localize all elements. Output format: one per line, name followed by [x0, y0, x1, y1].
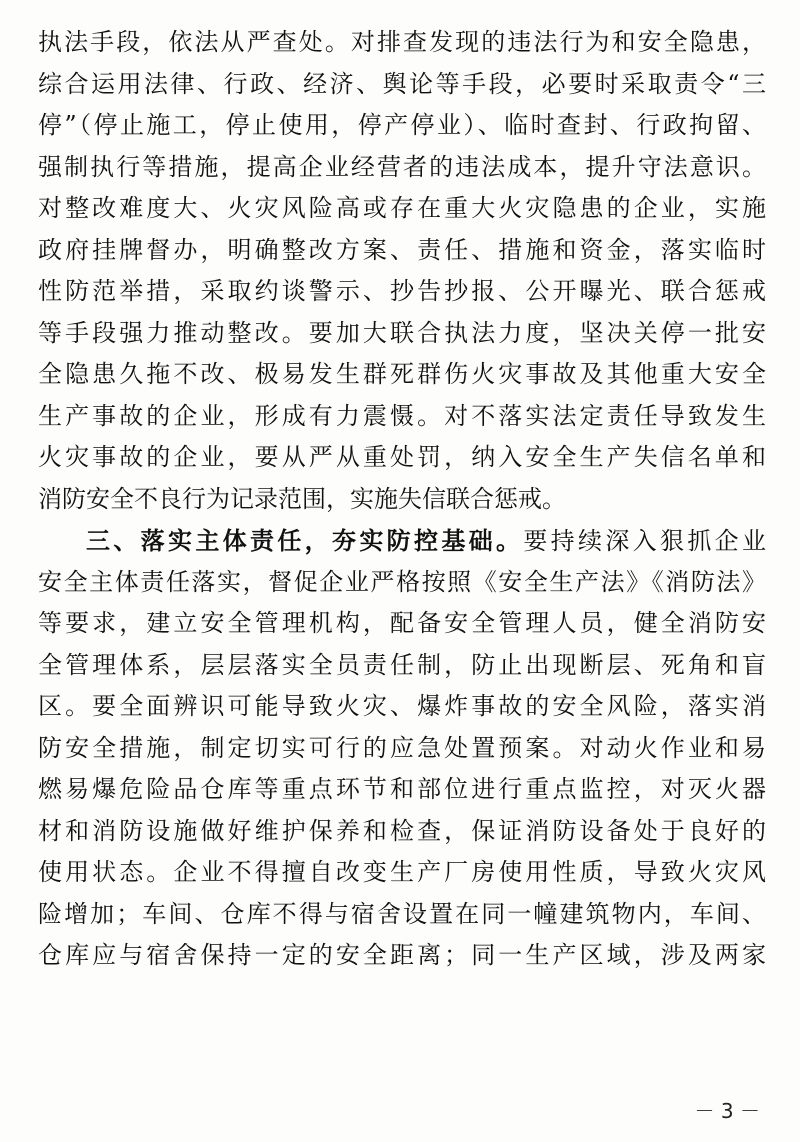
section-3-heading: 三、落实主体责任，夯实防控基础。	[86, 526, 524, 555]
text-line: 政府挂牌督办，明确整改方案、责任、措施和资金，落实临时	[38, 235, 766, 264]
text-line: 综合运用法律、行政、经济、舆论等手段，必要时采取责令“三	[38, 69, 766, 98]
text-line: 燃易爆危险品仓库等重点环节和部位进行重点监控，对灭火器	[38, 775, 766, 803]
text-line: 消防安全不良行为记录范围，实施失信联合惩戒。	[38, 484, 566, 513]
text-line: 区。要全面辨识可能导致火灾、爆炸事故的安全风险，落实消	[38, 692, 766, 720]
text-line: 等要求，建立安全管理机构，配备安全管理人员，健全消防安	[38, 609, 766, 637]
text-line: 材和消防设施做好维护保养和检查，保证消防设备处于良好的	[38, 816, 766, 845]
text-line: 强制执行等措施，提高企业经营者的违法成本，提升守法意识。	[38, 152, 766, 181]
section-3-first-line	[38, 520, 766, 562]
text-line: 停”（停止施工，停止使用，停产停业）、临时查封、行政拘留、	[38, 111, 766, 139]
body-text	[38, 22, 766, 977]
text-line: 火灾事故的企业，要从严从重处罚，纳入安全生产失信名单和	[38, 443, 766, 471]
text-line: 执法手段，依法从严查处。对排查发现的违法行为和安全隐患，	[38, 28, 766, 56]
text-line: 仓库应与宿舍保持一定的安全距离；同一生产区域，涉及两家	[38, 941, 766, 969]
text-line: 全隐患久拖不改、极易发生群死群伤火灾事故及其他重大安全	[38, 360, 766, 388]
text-line: 等手段强力推动整改。要加大联合执法力度，坚决关停一批安	[38, 318, 766, 347]
text-line: 对整改难度大、火灾风险高或存在重大火灾隐患的企业，实施	[38, 194, 766, 222]
text-line: 性防范举措，采取约谈警示、抄告抄报、公开曝光、联合惩戒	[38, 277, 766, 305]
text-line: 全管理体系，层层落实全员责任制，防止出现断层、死角和盲	[38, 650, 766, 679]
text-line: 防安全措施，制定切实可行的应急处置预案。对动火作业和易	[38, 733, 766, 762]
text-line: 安全主体责任落实，督促企业严格按照《安全生产法》《消防法》	[38, 567, 766, 596]
page-number: － 3 －	[694, 1099, 760, 1123]
section-3-first-line-text: 要持续深入狠抓企业	[523, 527, 767, 555]
text-line: 险增加；车间、仓库不得与宿舍设置在同一幢建筑物内，车间、	[38, 899, 766, 928]
text-line: 使用状态。企业不得擅自改变生产厂房使用性质，导致火灾风	[38, 858, 766, 886]
text-line: 生产事故的企业，形成有力震慑。对不落实法定责任导致发生	[38, 401, 766, 430]
